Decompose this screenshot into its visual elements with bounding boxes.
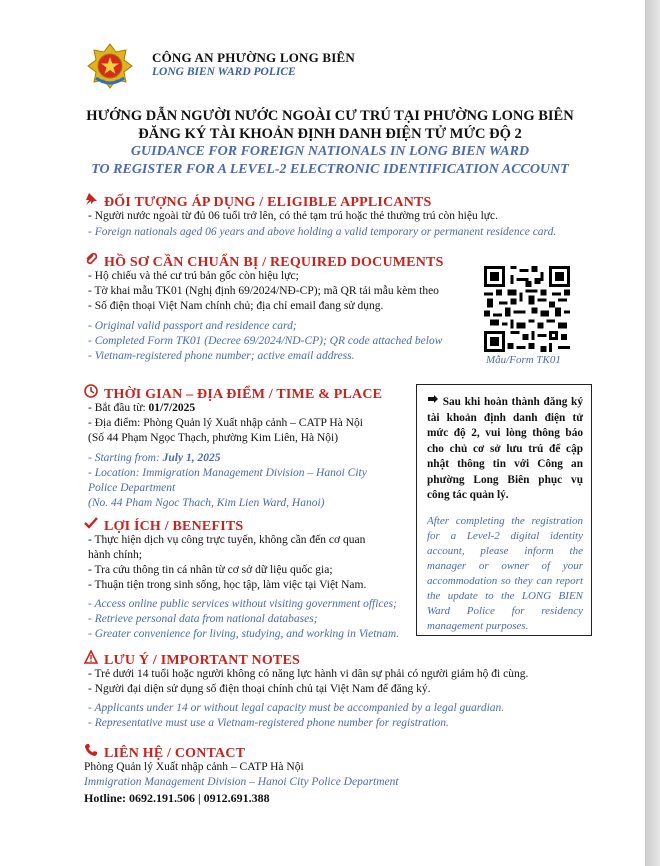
start-date-en <box>88 452 220 464</box>
warning-icon <box>84 650 100 669</box>
section-heading-time-place <box>84 384 382 403</box>
paperclip-icon <box>84 252 100 271</box>
notes-en-1: - Applicants under 14 or without legal capacity must be accompanied by a legal guardian. <box>88 702 505 714</box>
section-heading-contact <box>84 743 245 762</box>
qr-caption: Mẫu/Form TK01 <box>486 354 561 366</box>
notice-vi-text: Sau khi hoàn thành đăng ký tài khoản định danh điện tử mức độ 2, vui lòng thông báo cho chủ cơ sở lưu trú để cập nhật thông tin với Công an phường Long Biên phục vụ công tác quản lý. <box>427 396 583 501</box>
benefits-vi-1: - Thực hiện dịch vụ công trực tuyến, không cần đến cơ quan <box>88 534 366 546</box>
place-vi-2: (Số 44 Phạm Ngọc Thạch, phường Kim Liên, Hà Nội) <box>88 432 339 444</box>
notice-en: After completing the registration for a Level-2 digital identity account, please inform the manager or owner of your accommodation so they can report the update to the LONG BIEN Ward Police for residency management purposes. <box>427 514 583 632</box>
title-vi-line2: ĐĂNG KÝ TÀI KHOẢN ĐỊNH DANH ĐIỆN TỬ MỨC ĐỘ 2 <box>138 126 522 142</box>
notes-en-2: - Representative must use a Vietnam-registered phone number for registration. <box>88 717 449 729</box>
section-heading-documents <box>84 252 444 271</box>
start-date-value-vi: 01/7/2025 <box>148 402 196 414</box>
police-emblem-icon <box>86 42 134 90</box>
section-heading-eligible <box>84 192 432 211</box>
place-en-3: (No. 44 Pham Ngoc Thach, Kim Lien Ward, Hanoi) <box>88 497 325 509</box>
title-en-line1: GUIDANCE FOR FOREIGN NATIONALS IN LONG BIEN WARD <box>130 144 530 159</box>
clock-icon <box>84 384 100 403</box>
organization-name-vi: CÔNG AN PHƯỜNG LONG BIÊN <box>152 50 355 65</box>
benefits-en-2: - Retrieve personal data from national databases; <box>88 613 318 625</box>
contact-vi: Phòng Quản lý Xuất nhập cảnh – CATP Hà Nội <box>84 761 304 773</box>
start-label-vi: - Bắt đầu từ: <box>88 402 149 414</box>
start-label-en: - Starting from: <box>88 452 163 464</box>
place-vi-1: - Địa điểm: Phòng Quản lý Xuất nhập cảnh – CATP Hà Nội <box>88 417 363 429</box>
notice-vi <box>427 393 583 504</box>
notes-vi-2: - Người đại diện sử dụng số điện thoại chính chủ tại Việt Nam để đăng ký. <box>88 683 431 695</box>
section-heading-benefits <box>84 516 243 535</box>
section-title: LIÊN HỆ / CONTACT <box>104 746 246 761</box>
benefits-vi-3: - Tra cứu thông tin cá nhân từ cơ sở dữ liệu quốc gia; <box>88 564 333 576</box>
contact-en: Immigration Management Division – Hanoi City Police Department <box>84 776 399 788</box>
eligible-vi: - Người nước ngoài từ đủ 06 tuổi trở lên, có thẻ tạm trú hoặc thẻ thường trú còn hiệu lực. <box>88 210 498 222</box>
documents-en-2: - Completed Form TK01 (Decree 69/2024/ND-CP); QR code attached below <box>88 335 443 347</box>
eligible-en: - Foreign nationals aged 06 years and above holding a valid temporary or permanent residence card. <box>88 226 557 238</box>
title-vi-line1: HƯỚNG DẪN NGƯỜI NƯỚC NGOÀI CƯ TRÚ TẠI PHƯỜNG LONG BIÊN <box>86 108 574 124</box>
documents-en-3: - Vietnam-registered phone number; active email address. <box>88 350 355 362</box>
documents-vi-3: - Số điện thoại Việt Nam chính chủ; địa chỉ email đang sử dụng. <box>88 300 384 312</box>
check-icon <box>84 516 100 535</box>
start-date-vi <box>88 402 195 414</box>
section-heading-notes <box>84 650 300 669</box>
documents-vi-2: - Tờ khai mẫu TK01 (Nghị định 69/2024/NĐ-CP); mã QR tải mẫu kèm theo <box>88 285 439 297</box>
start-date-value-en: July 1, 2025 <box>162 452 221 464</box>
section-title: LỢI ÍCH / BENEFITS <box>104 519 244 534</box>
benefits-vi-4: - Thuận tiện trong sinh sống, học tập, làm việc tại Việt Nam. <box>88 579 367 591</box>
qr-code[interactable] <box>484 266 570 352</box>
title-en-line2: TO REGISTER FOR A LEVEL-2 ELECTRONIC IDENTIFICATION ACCOUNT <box>91 162 569 177</box>
place-en-1: - Location: Immigration Management Division – Hanoi City <box>88 467 367 479</box>
notice-box <box>416 384 592 636</box>
hotline[interactable]: Hotline: 0692.191.506 | 0912.691.388 <box>84 791 270 805</box>
pointing-hand-icon <box>427 396 443 408</box>
pin-icon <box>84 192 100 211</box>
place-en-2: Police Department <box>88 482 176 494</box>
documents-en-1: - Original valid passport and residence card; <box>88 320 297 332</box>
section-title: LƯU Ý / IMPORTANT NOTES <box>104 653 300 668</box>
benefits-en-3: - Greater convenience for living, studying, and working in Vietnam. <box>88 628 400 640</box>
benefits-en-1: - Access online public services without visiting government offices; <box>88 598 397 610</box>
organization-name-en: LONG BIEN WARD POLICE <box>152 66 296 78</box>
section-title: ĐỐI TƯỢNG ÁP DỤNG / ELIGIBLE APPLICANTS <box>104 195 432 210</box>
documents-vi-1: - Hộ chiếu và thẻ cư trú bản gốc còn hiệu lực; <box>88 270 299 282</box>
section-title: THỜI GIAN – ĐỊA ĐIỂM / TIME & PLACE <box>104 387 383 402</box>
section-title: HỒ SƠ CẦN CHUẨN BỊ / REQUIRED DOCUMENTS <box>104 255 444 270</box>
notes-vi-1: - Trẻ dưới 14 tuổi hoặc người không có năng lực hành vi dân sự phải có người giám hộ đi cùng. <box>88 668 529 680</box>
phone-icon <box>84 743 100 762</box>
benefits-vi-2: hành chính; <box>88 549 142 561</box>
